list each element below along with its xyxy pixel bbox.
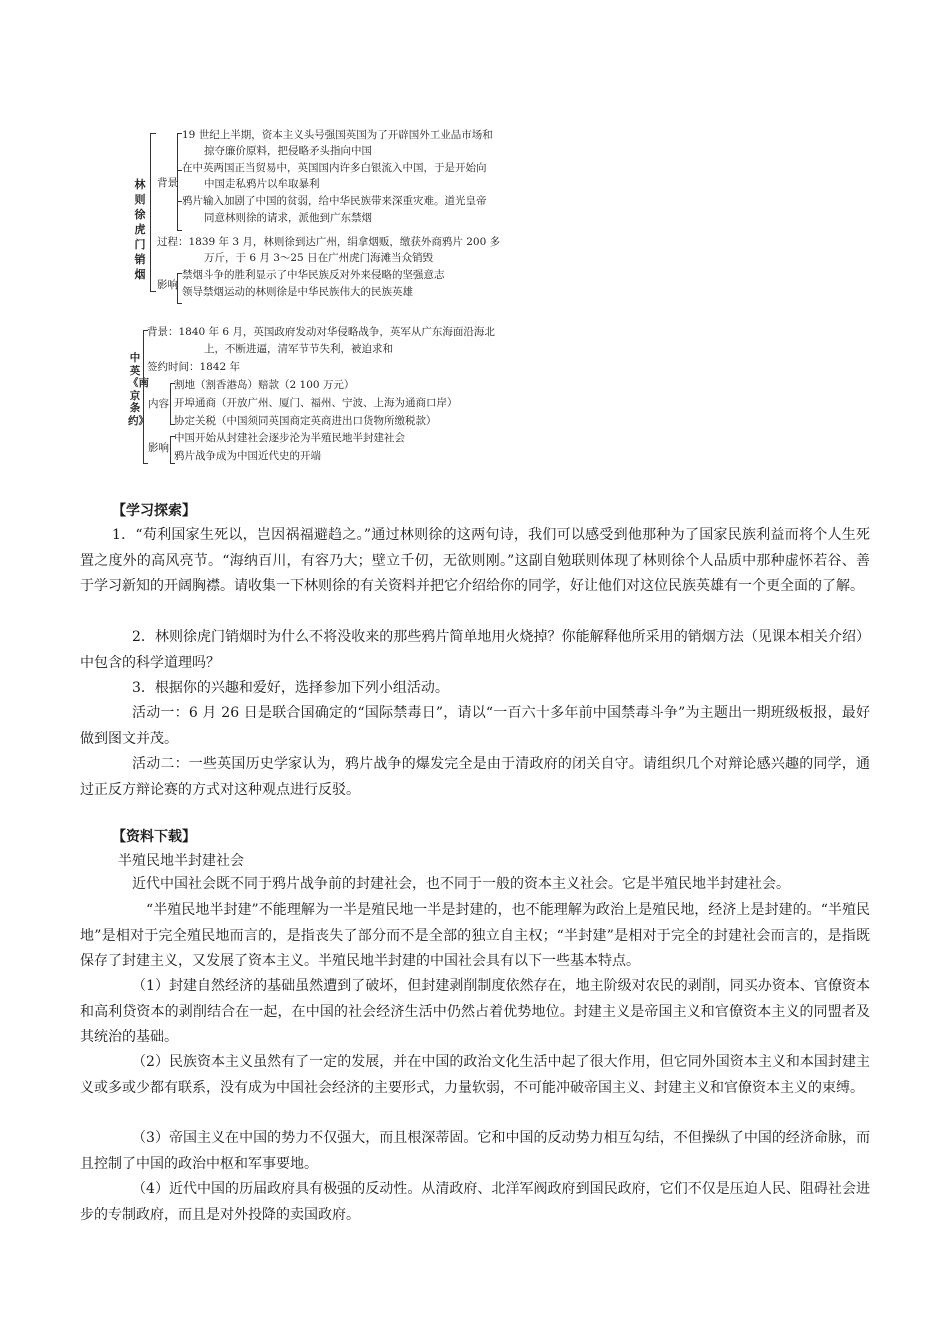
content-line: 协定关税（中国须同英国商定英商进出口货物所缴税款）: [174, 415, 437, 427]
effect-line: 禁烟斗争的胜利显示了中华民族反对外来侵略的坚强意志: [182, 269, 445, 281]
paragraph: 1．“苟利国家生死以，岂因祸福避趋之。”通过林则徐的这两句诗，我们可以感受到他那种为了国家民族利益而将个人生死置之度外的高风亮节。“海纳百川，有容乃大；壁立千仞，无欲则刚。”这副自勉联则体现了林则徐个人品质中那种虚怀若谷、善于学习新知的开阔胸襟。请收集一下林则徐的有关资料并把它介绍给你的同学，好让他们对这位民族英雄有一个更全面的了解。: [80, 527, 870, 594]
background-bracket: [177, 133, 182, 231]
paragraph: （4）近代中国的历届政府具有极强的反动性。从清政府、北洋军阀政府到国民政府，它们不仅是压迫人民、阻碍社会进步的专制政府，而且是对外投降的卖国政府。: [80, 1181, 870, 1223]
effect-line: 领导禁烟运动的林则徐是中华民族伟大的民族英雄: [182, 286, 413, 298]
paragraph: （1）封建自然经济的基础虽然遭到了破坏，但封建剥削制度依然存在，地主阶级对农民的剥削，同买办资本、官僚资本和高利贷资本的剥削结合在一起，在中国的社会经济生活中仍然占着优势地位。封建主义是帝国主义和官僚资本主义的同盟者及其统治的基础。: [80, 978, 870, 1045]
background-line: 背景：1840 年 6 月，英国政府发动对华侵略战争，英军从广东海面沿海北: [147, 326, 495, 338]
subtitle: 半殖民地半封建社会: [118, 853, 244, 869]
background-line: 掠夺廉价原料，把侵略矛头指向中国: [204, 145, 372, 157]
diagram-title-vertical: 中英《南京条约》: [128, 352, 149, 427]
label-effect: 影响: [148, 442, 169, 454]
label-effect: 影响: [157, 279, 178, 291]
diagram-title-vertical: 林则徐虎门销烟: [134, 178, 146, 281]
paragraph: “半殖民地半封建”不能理解为一半是殖民地一半是封建的，也不能理解为政治上是殖民地，经济上是封建的。“半殖民地”是相对于完全殖民地而言的，是指丧失了部分而不是全部的独立自主权；“半封建”是相对于完全的封建社会而言的，是指既保存了封建主义，又发展了资本主义。半殖民地半封建的中国社会具有以下一些基本特点。: [80, 902, 870, 969]
background-line: 在中英两国正当贸易中，英国国内许多白银流入中国，于是开始向: [182, 162, 487, 174]
sign-time-line: 签约时间：1842 年: [147, 361, 241, 373]
process-line: 过程：1839 年 3 月，林则徐到达广州，绢拿烟贩，缴获外商鸦片 200 多: [157, 236, 501, 248]
content-line: 割地（割香港岛）赔款（2 100 万元）: [174, 379, 355, 391]
background-line: 鸦片输入加剧了中国的贫弱，给中华民族带来深重灾难。道光皇帝: [182, 195, 487, 207]
paragraph: （3）帝国主义在中国的势力不仅强大，而且根深蒂固。它和中国的反动势力相互勾结，不但操纵了中国的经济命脉，而且控制了中国的政治中枢和军事要地。: [80, 1130, 870, 1172]
section-heading-materials: 【资料下载】: [112, 829, 196, 845]
background-line: 上，不断进逼，清军节节失利，被迫求和: [204, 343, 393, 355]
paragraph: 3．根据你的兴趣和爱好，选择参加下列小组活动。: [132, 680, 449, 696]
paragraph: 活动二：一些英国历史学家认为，鸦片战争的爆发完全是由于清政府的闭关自守。请组织几个对辩论感兴趣的同学，通过正反方辩论赛的方式对这种观点进行反驳。: [80, 756, 870, 798]
paragraph: （2）民族资本主义虽然有了一定的发展，并在中国的政治文化生活中起了很大作用，但它同外国资本主义和本国封建主义或多或少都有联系，没有成为中国社会经济的主要形式，力量软弱，不可能冲破帝国主义、封建主义和官僚资本主义的束缚。: [80, 1054, 870, 1096]
outer-bracket: [150, 133, 156, 292]
effect-line: 中国开始从封建社会逐步沦为半殖民地半封建社会: [174, 432, 405, 444]
background-line: 中国走私鸦片以牟取暴利: [204, 178, 320, 190]
content-line: 开埠通商（开放广州、厦门、福州、宁波、上海为通商口岸）: [174, 397, 458, 409]
effect-line: 鸦片战争成为中国近代史的开端: [174, 450, 321, 462]
background-line: 19 世纪上半期，资本主义头号强国英国为了开辟国外工业品市场和: [182, 129, 493, 141]
label-background: 背景: [157, 177, 178, 189]
background-line: 同意林则徐的请求，派他到广东禁烟: [204, 212, 372, 224]
process-line: 万斤，于 6 月 3～25 日在广州虎门海滩当众销毁: [204, 252, 434, 264]
label-content: 内容: [148, 398, 169, 410]
paragraph: 近代中国社会既不同于鸦片战争前的封建社会，也不同于一般的资本主义社会。它是半殖民地半封建社会。: [132, 876, 790, 892]
paragraph: 2．林则徐虎门销烟时为什么不将没收来的那些鸦片简单地用火烧掉？你能解释他所采用的销烟方法（见课本相关介绍）中包含的科学道理吗？: [80, 629, 870, 671]
section-heading-study: 【学习探索】: [112, 503, 196, 519]
paragraph: 活动一：6 月 26 日是联合国确定的“国际禁毒日”，请以“一百六十多年前中国禁毒斗争”为主题出一期班级板报，最好做到图文并茂。: [80, 705, 870, 747]
